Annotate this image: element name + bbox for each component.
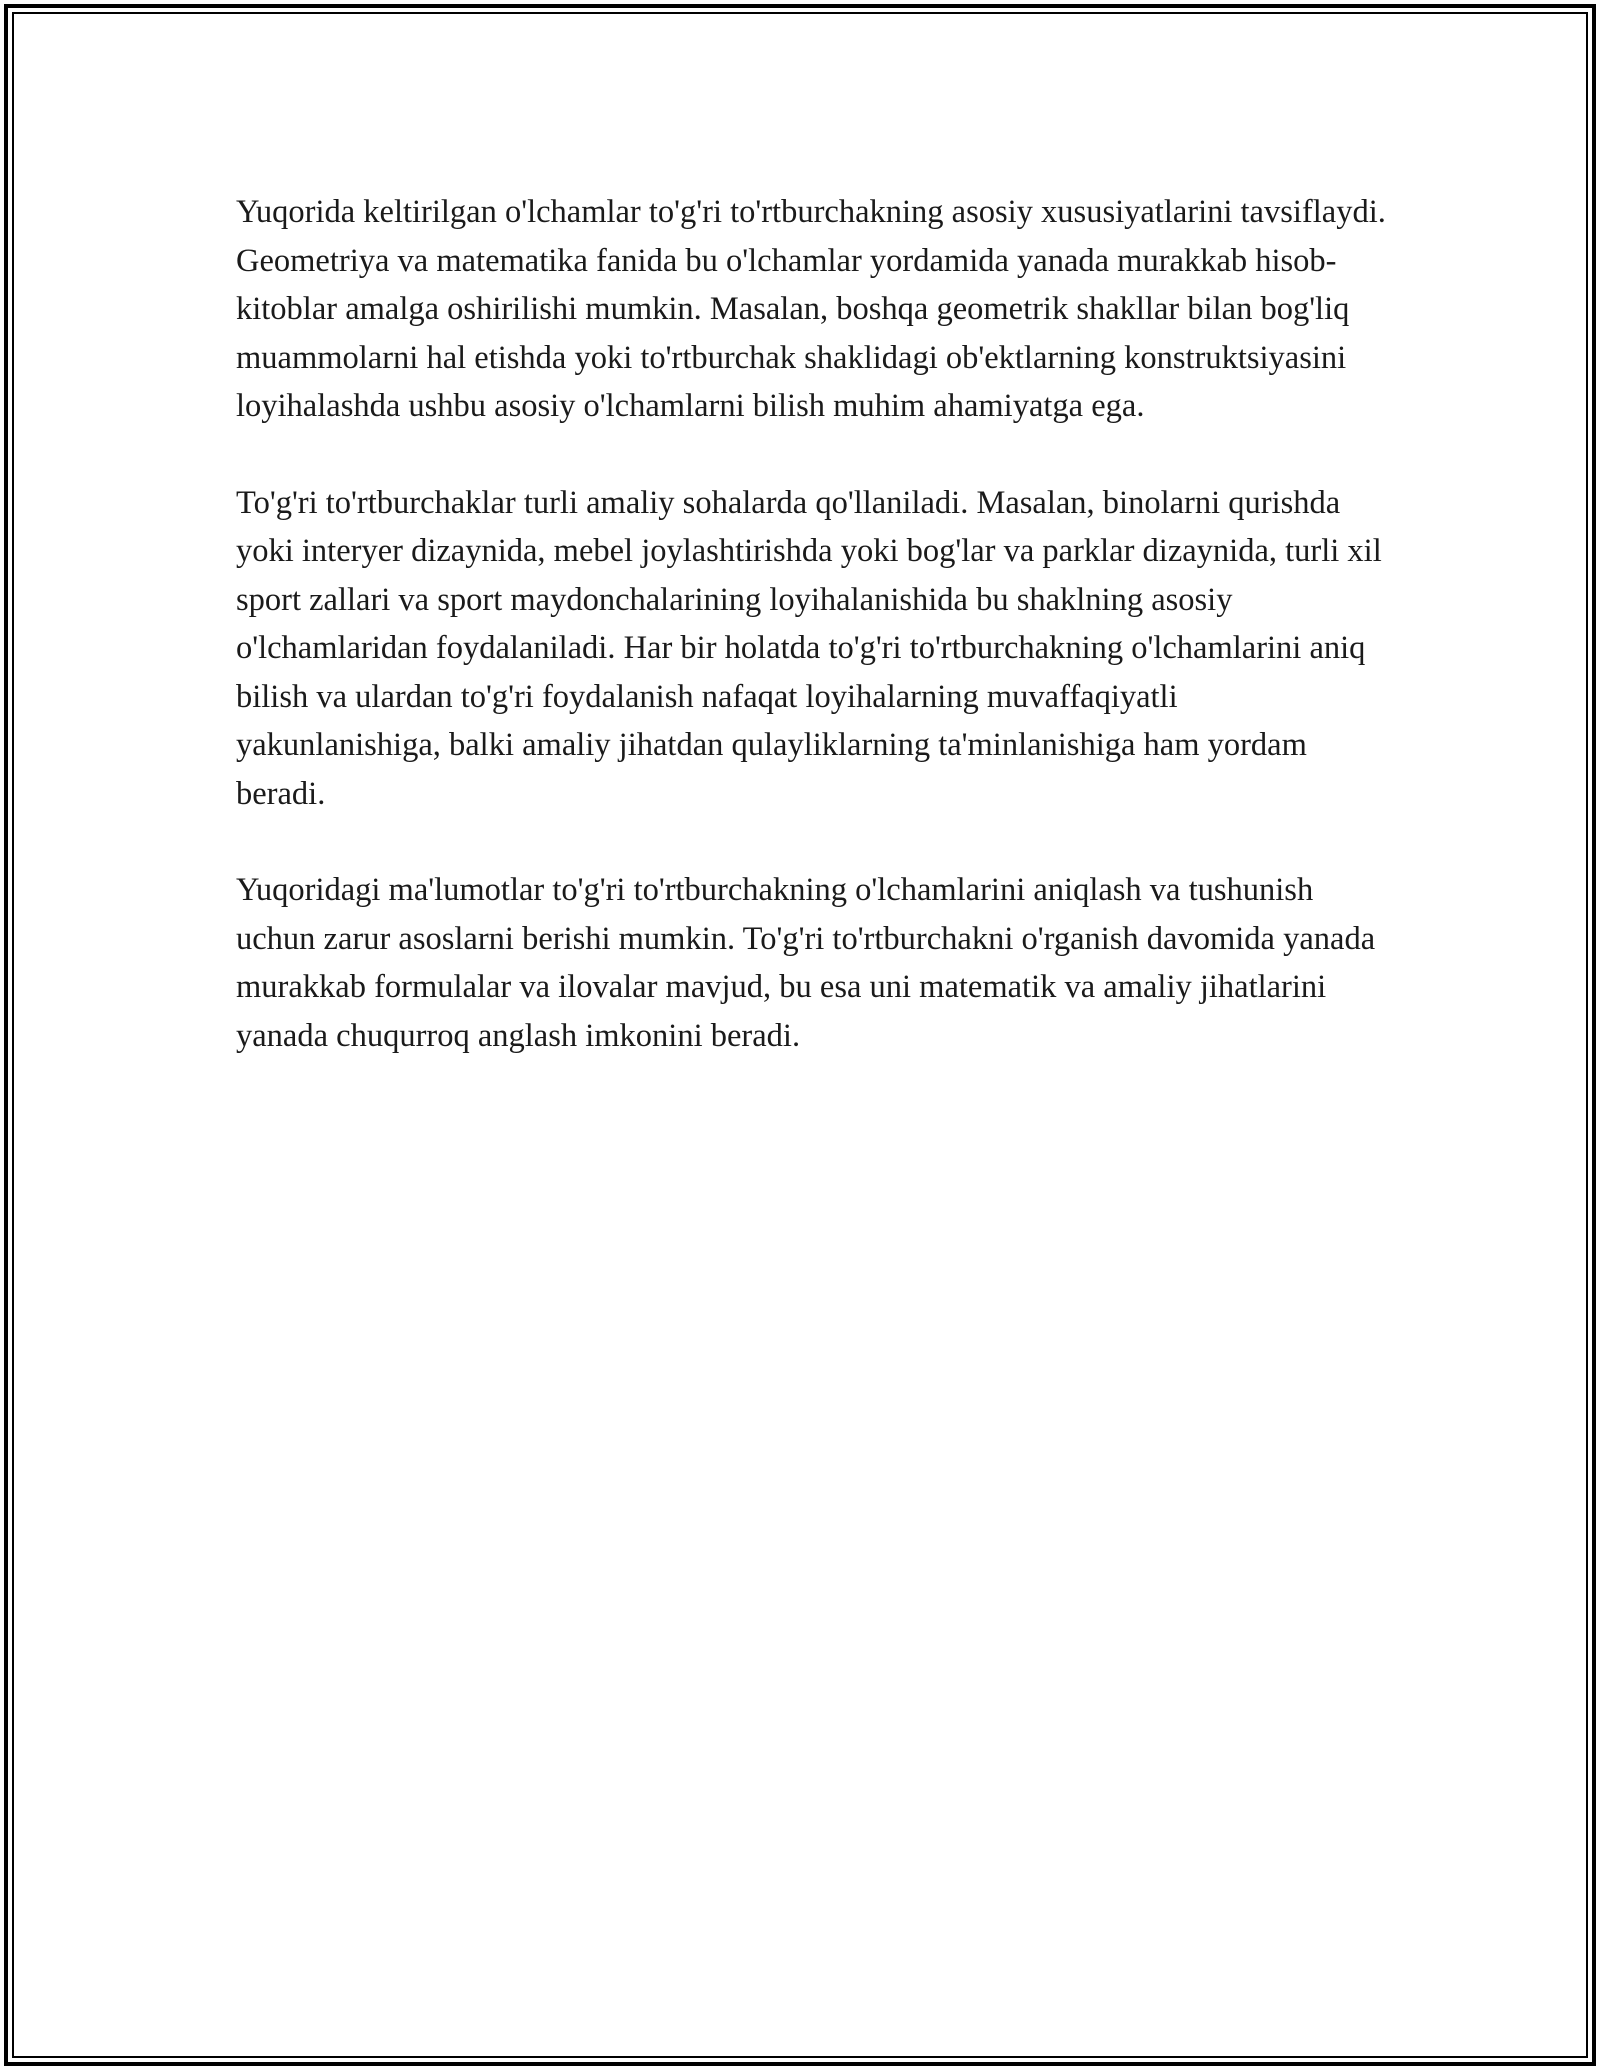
paragraph: Yuqorida keltirilgan o'lchamlar to'g'ri to'rtburchakning asosiy xususiyatlarini tavsiflaydi. Geometriya va matematika fanida bu o'lchamlar yordamida yanada murakkab hisob-kitoblar amalga oshirilishi mumkin. Masalan, boshqa geometrik shakllar bilan bog'liq muammolarni hal etishda yoki to'rtburchak shaklidagi ob'ektlarning konstruktsiyasini loyihalashda ushbu asosiy o'lchamlarni bilish muhim ahamiyatga ega. — [236, 194, 1386, 424]
document-body — [236, 188, 1386, 1108]
paragraph: To'g'ri to'rtburchaklar turli amaliy sohalarda qo'llaniladi. Masalan, binolarni qurishda yoki interyer dizaynida, mebel joylashtirishda yoki bog'lar va parklar dizaynida, turli xil sport zallari va sport maydonchalarining loyihalanishida bu shaklning asosiy o'lchamlaridan foydalaniladi. Har bir holatda to'g'ri to'rtburchakning o'lchamlarini aniq bilish va ulardan to'g'ri foydalanish nafaqat loyihalarning muvaffaqiyatli yakunlanishiga, balki amaliy jihatdan qulayliklarning ta'minlanishiga ham yordam beradi. — [236, 484, 1382, 812]
paragraph: Yuqoridagi ma'lumotlar to'g'ri to'rtburchakning o'lchamlarini aniqlash va tushunish uchun zarur asoslarni berishi mumkin. To'g'ri to'rtburchakni o'rganish davomida yanada murakkab formulalar va ilovalar mavjud, bu esa uni matematik va amaliy jihatlarini yanada chuqurroq anglash imkonini beradi. — [236, 872, 1376, 1054]
